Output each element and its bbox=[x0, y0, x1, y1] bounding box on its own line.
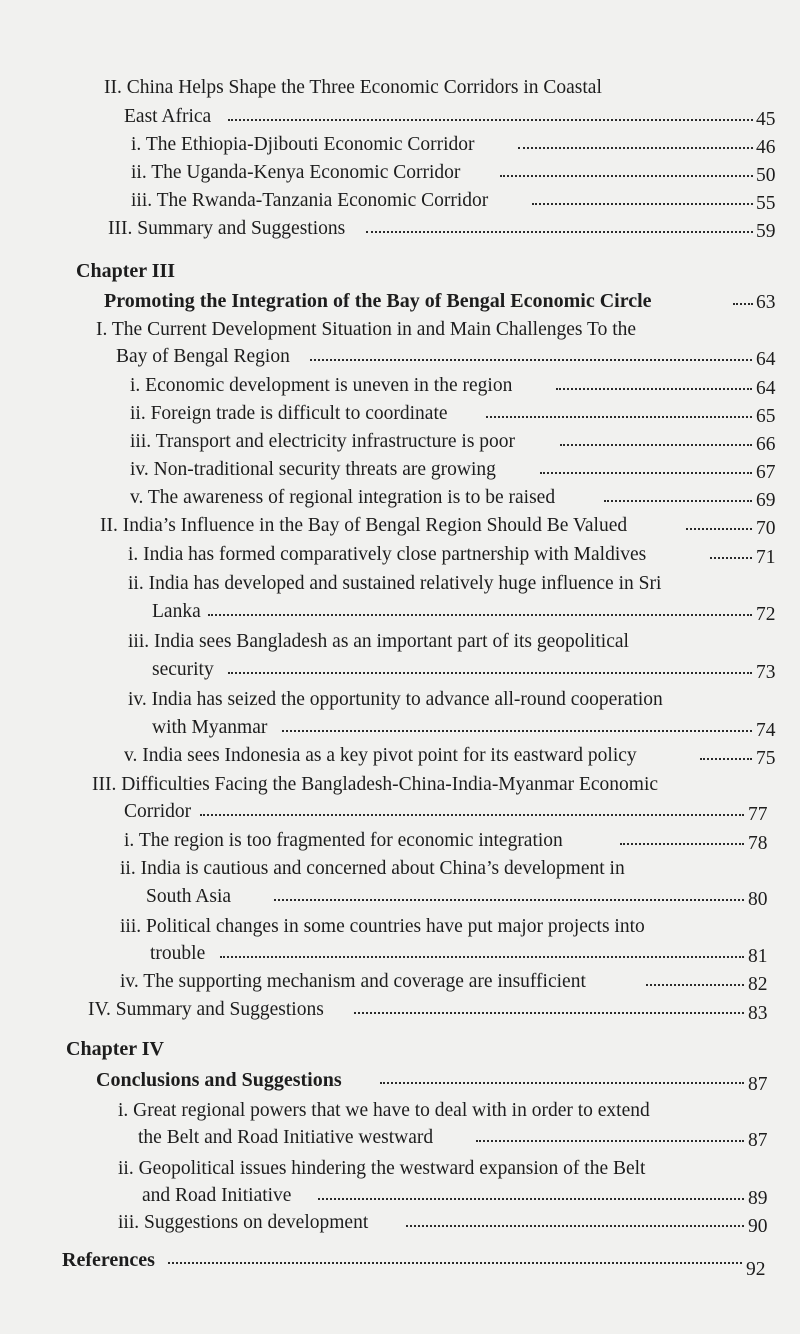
page-number: 50 bbox=[756, 165, 776, 186]
toc-entry-text: II. India’s Influence in the Bay of Bengal Region Should Be Valued bbox=[100, 515, 628, 536]
page-number: 74 bbox=[756, 720, 776, 741]
toc-entry-text: iii. India sees Bangladesh as an important part of its geopolitical bbox=[128, 631, 629, 652]
toc-entry-text: Corridor bbox=[124, 801, 192, 822]
leader-dots bbox=[532, 203, 753, 205]
page-number: 65 bbox=[756, 406, 776, 427]
toc-entry-text: III. Difficulties Facing the Bangladesh-China-India-Myanmar Economic bbox=[92, 774, 659, 795]
leader-dots bbox=[228, 672, 752, 674]
toc-entry-text: iii. Suggestions on development bbox=[118, 1212, 369, 1233]
toc-entry-text: East Africa bbox=[124, 106, 212, 127]
page-number: 71 bbox=[756, 547, 776, 568]
page-number: 75 bbox=[756, 748, 776, 769]
leader-dots bbox=[500, 175, 753, 177]
toc-entry-text: and Road Initiative bbox=[142, 1185, 292, 1206]
leader-dots bbox=[700, 758, 752, 760]
page-number: 72 bbox=[756, 604, 776, 625]
page-number: 80 bbox=[748, 889, 768, 910]
page-number: 87 bbox=[748, 1130, 768, 1151]
toc-entry-text: IV. Summary and Suggestions bbox=[88, 999, 324, 1020]
page-number: 82 bbox=[748, 974, 768, 995]
leader-dots bbox=[380, 1082, 744, 1084]
references-label: References bbox=[62, 1249, 155, 1271]
page-number: 90 bbox=[748, 1216, 768, 1237]
page-number: 55 bbox=[756, 193, 776, 214]
page-number: 46 bbox=[756, 137, 776, 158]
toc-entry-text: ii. India has developed and sustained relatively huge influence in Sri bbox=[128, 573, 662, 594]
page-number: 64 bbox=[756, 378, 776, 399]
page-number: 78 bbox=[748, 833, 768, 854]
leader-dots bbox=[686, 528, 752, 530]
page-number: 77 bbox=[748, 804, 768, 825]
toc-entry-text: with Myanmar bbox=[152, 717, 268, 738]
toc-entry-text: v. India sees Indonesia as a key pivot point for its eastward policy bbox=[124, 745, 637, 766]
page-number: 83 bbox=[748, 1003, 768, 1024]
toc-entry-text: iii. Transport and electricity infrastructure is poor bbox=[130, 431, 516, 452]
leader-dots bbox=[620, 843, 744, 845]
chapter-title: Promoting the Integration of the Bay of Bengal Economic Circle bbox=[104, 290, 652, 312]
leader-dots bbox=[366, 231, 753, 233]
page-number: 89 bbox=[748, 1188, 768, 1209]
toc-entry-text: ii. Geopolitical issues hindering the westward expansion of the Belt bbox=[118, 1158, 646, 1179]
leader-dots bbox=[540, 472, 752, 474]
leader-dots bbox=[733, 303, 753, 305]
page-number: 92 bbox=[746, 1259, 766, 1280]
leader-dots bbox=[518, 147, 753, 149]
leader-dots bbox=[354, 1012, 744, 1014]
leader-dots bbox=[318, 1198, 744, 1200]
toc-entry-text: v. The awareness of regional integration is to be raised bbox=[130, 487, 556, 508]
chapter-label: Chapter III bbox=[76, 260, 176, 282]
toc-entry-text: iv. Non-traditional security threats are growing bbox=[130, 459, 496, 480]
toc-entry-text: the Belt and Road Initiative westward bbox=[138, 1127, 434, 1148]
toc-entry-text: i. Great regional powers that we have to deal with in order to extend bbox=[118, 1100, 650, 1121]
leader-dots bbox=[406, 1225, 744, 1227]
toc-entry-text: II. China Helps Shape the Three Economic Corridors in Coastal bbox=[104, 77, 602, 98]
chapter-label: Chapter IV bbox=[66, 1038, 164, 1060]
page-number: 64 bbox=[756, 349, 776, 370]
toc-entry-text: trouble bbox=[150, 943, 206, 964]
toc-entry-text: iii. Political changes in some countries have put major projects into bbox=[120, 916, 645, 937]
page-number: 73 bbox=[756, 662, 776, 683]
page-number: 87 bbox=[748, 1074, 768, 1095]
toc-entry-text: ii. Foreign trade is difficult to coordinate bbox=[130, 403, 448, 424]
page-number: 45 bbox=[756, 109, 776, 130]
toc-entry-text: i. The region is too fragmented for economic integration bbox=[124, 830, 563, 851]
leader-dots bbox=[710, 557, 752, 559]
page-number: 63 bbox=[756, 292, 776, 313]
leader-dots bbox=[476, 1140, 744, 1142]
leader-dots bbox=[220, 956, 744, 958]
toc-entry-text: ii. The Uganda-Kenya Economic Corridor bbox=[131, 162, 461, 183]
leader-dots bbox=[646, 984, 744, 986]
page-number: 66 bbox=[756, 434, 776, 455]
toc-entry-text: i. The Ethiopia-Djibouti Economic Corridor bbox=[131, 134, 475, 155]
leader-dots bbox=[560, 444, 752, 446]
toc-entry-text: iv. The supporting mechanism and coverage are insufficient bbox=[120, 971, 586, 992]
leader-dots bbox=[168, 1262, 742, 1264]
leader-dots bbox=[486, 416, 752, 418]
page-number: 69 bbox=[756, 490, 776, 511]
toc-entry-text: security bbox=[152, 659, 214, 680]
toc-entry-text: I. The Current Development Situation in and Main Challenges To the bbox=[96, 319, 637, 340]
toc-entry-text: i. India has formed comparatively close partnership with Maldives bbox=[128, 544, 647, 565]
page-number: 81 bbox=[748, 946, 768, 967]
toc-entry-text: ii. India is cautious and concerned about China’s development in bbox=[120, 858, 625, 879]
leader-dots bbox=[282, 730, 752, 732]
page-number: 59 bbox=[756, 221, 776, 242]
page-number: 67 bbox=[756, 462, 776, 483]
leader-dots bbox=[556, 388, 752, 390]
toc-entry-text: III. Summary and Suggestions bbox=[108, 218, 346, 239]
leader-dots bbox=[208, 614, 752, 616]
toc-entry-text: i. Economic development is uneven in the region bbox=[130, 375, 513, 396]
toc-entry-text: iii. The Rwanda-Tanzania Economic Corridor bbox=[131, 190, 489, 211]
page-number: 70 bbox=[756, 518, 776, 539]
leader-dots bbox=[228, 119, 753, 121]
leader-dots bbox=[200, 814, 744, 816]
toc-entry-text: Bay of Bengal Region bbox=[116, 346, 290, 367]
toc-entry-text: iv. India has seized the opportunity to advance all-round cooperation bbox=[128, 689, 663, 710]
leader-dots bbox=[274, 899, 744, 901]
chapter-title: Conclusions and Suggestions bbox=[96, 1069, 342, 1091]
leader-dots bbox=[310, 359, 752, 361]
leader-dots bbox=[604, 500, 752, 502]
toc-entry-text: South Asia bbox=[146, 886, 232, 907]
toc-entry-text: Lanka bbox=[152, 601, 201, 622]
